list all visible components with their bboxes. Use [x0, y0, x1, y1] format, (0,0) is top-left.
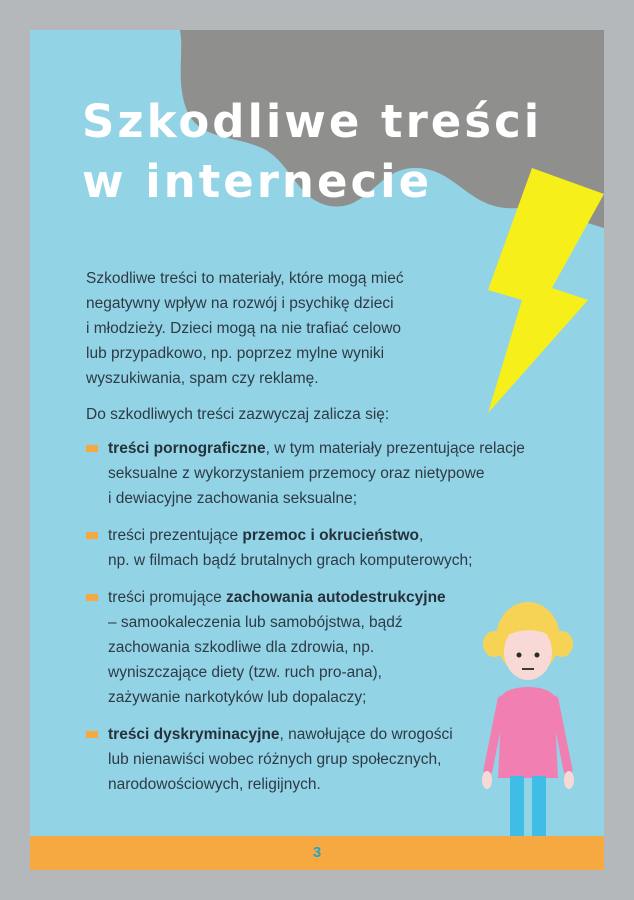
list-item-first-line: treści pornograficzne, w tym materiały prezentujące relacje [108, 440, 525, 457]
list-item-highlight: treści dyskryminacyjne [108, 726, 280, 743]
list-item-highlight: przemoc i okrucieństwo [242, 527, 419, 544]
list-item-line: lub nienawiści wobec różnych grup społecznych, [108, 751, 442, 768]
page-number: 3 [312, 844, 322, 861]
list-item-line: wyniszczające diety (tzw. ruch pro-ana), [108, 664, 382, 681]
page [30, 30, 604, 870]
list-item-first-line: treści dyskryminacyjne, nawołujące do wrogości [108, 726, 453, 743]
bullet-dash-icon [86, 731, 98, 738]
title-line-1: Szkodliwe treści [82, 95, 543, 148]
list-item-line: zachowania szkodliwe dla zdrowia, np. [108, 639, 375, 656]
title-line-2: w internecie [82, 155, 433, 208]
list-item-line: – samookaleczenia lub samobójstwa, bądź [108, 614, 403, 631]
list-item-line: seksualne z wykorzystaniem przemocy oraz nietypowe [108, 465, 485, 482]
lightning-bolt-icon [480, 168, 604, 413]
page-footer [30, 836, 604, 870]
list-item-first-line: treści promujące zachowania autodestrukcyjne [108, 589, 446, 606]
page-title [82, 92, 542, 212]
list-item-line: np. w filmach bądź brutalnych grach komputerowych; [108, 552, 473, 569]
bullet-dash-icon [86, 594, 98, 601]
bullet-dash-icon [86, 445, 98, 452]
intro-paragraph: Szkodliwe treści to materiały, które mogą mieć negatywny wpływ na rozwój i psychikę dzieci i młodzieży. Dzieci mogą na nie trafiać celowo lub przypadkowo, np. poprzez mylne wyniki wyszukiwania, spam czy reklamę. [86, 270, 404, 387]
list-intro: Do szkodliwych treści zazwyczaj zalicza się: [86, 406, 390, 423]
girl-illustration [478, 600, 578, 845]
list-item-first-line: treści prezentujące przemoc i okrucieństwo, [108, 527, 424, 544]
list-item [86, 436, 556, 511]
list-item-highlight: zachowania autodestrukcyjne [226, 589, 446, 606]
list-item-line: i dewiacyjne zachowania seksualne; [108, 490, 358, 507]
list-item-line: narodowościowych, religijnych. [108, 776, 321, 793]
list-item [86, 523, 556, 573]
list-item-line: zażywanie narkotyków lub dopalaczy; [108, 689, 367, 706]
list-item-highlight: treści pornograficzne [108, 440, 266, 457]
bullet-dash-icon [86, 532, 98, 539]
